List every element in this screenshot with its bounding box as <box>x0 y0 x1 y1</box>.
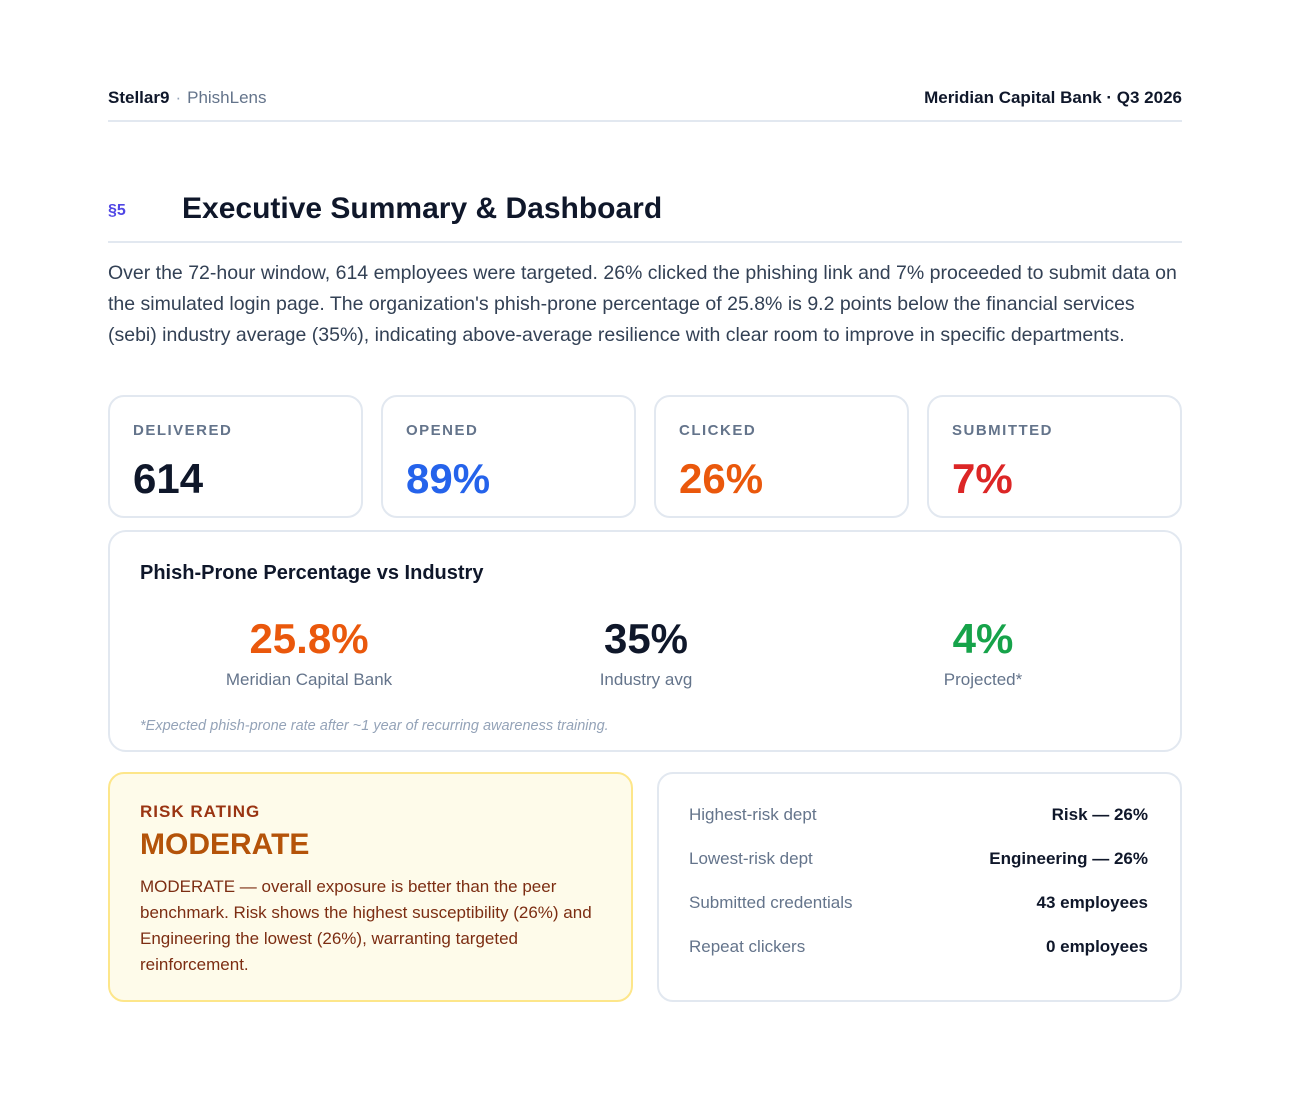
metric-value: 25.8% <box>249 615 369 662</box>
stat-value: 43 employees <box>1036 893 1148 912</box>
product-name: PhishLens <box>187 88 267 107</box>
stat-label: Repeat clickers <box>689 937 806 956</box>
comparison-title: Phish-Prone Percentage vs Industry <box>140 562 484 584</box>
risk-rating-value: MODERATE <box>140 828 310 861</box>
kpi-card-delivered <box>108 395 363 518</box>
stat-label: Highest-risk dept <box>689 805 817 824</box>
metric-label: Meridian Capital Bank <box>225 670 393 689</box>
section-number: §5 <box>108 202 126 219</box>
kpi-label: SUBMITTED <box>952 422 1053 439</box>
kpi-card-opened <box>381 395 636 518</box>
report-header <box>108 86 1182 122</box>
stat-row-lowest-risk <box>689 849 1148 873</box>
metric-label: Industry avg <box>599 670 693 689</box>
kpi-label: CLICKED <box>679 422 757 439</box>
kpi-value: 614 <box>133 455 204 502</box>
risk-rating-description: MODERATE — overall exposure is better than the peer benchmark. Risk shows the highest susceptibility (26%) and Engineering the lowest (26%), warranting targeted reinforcement. <box>140 877 592 974</box>
stat-label: Submitted credentials <box>689 893 853 912</box>
stat-value: Risk — 26% <box>1051 805 1148 824</box>
stat-value: Engineering — 26% <box>989 849 1148 868</box>
kpi-value: 7% <box>952 455 1013 502</box>
kpi-card-submitted <box>927 395 1182 518</box>
risk-rating-label: RISK RATING <box>140 802 261 821</box>
client-period: Meridian Capital Bank · Q3 2026 <box>924 88 1182 107</box>
stat-value: 0 employees <box>1045 937 1148 956</box>
metric-industry <box>496 614 796 690</box>
metric-projected <box>833 614 1133 690</box>
kpi-label: OPENED <box>406 422 479 439</box>
kpi-value: 89% <box>406 455 491 502</box>
brand-separator: · <box>175 88 182 107</box>
brand-name: Stellar9 <box>108 88 170 107</box>
kpi-label: DELIVERED <box>133 422 233 439</box>
kpi-card-clicked <box>654 395 909 518</box>
comparison-footnote: *Expected phish-prone rate after ~1 year of recurring awareness training. <box>140 718 609 734</box>
stat-row-repeat-clickers <box>689 937 1148 961</box>
stat-label: Lowest-risk dept <box>689 849 813 868</box>
metric-value: 35% <box>603 615 689 662</box>
summary-paragraph: Over the 72-hour window, 614 employees were targeted. 26% clicked the phishing link and 7% proceeded to submit data on the simulated login page. The organization's phish-prone percentage of 25.8% is 9.2 points below the financial services (sebi) industry average (35%), indicating above-average resilience with clear room to improve in specific departments. <box>108 262 1177 346</box>
phish-prone-comparison-card <box>108 530 1182 752</box>
metric-value: 4% <box>952 615 1014 662</box>
key-stats-card <box>657 772 1182 1002</box>
kpi-row <box>108 395 1182 518</box>
metric-label: Projected* <box>943 670 1023 689</box>
brand <box>108 88 267 108</box>
stat-row-highest-risk <box>689 805 1148 829</box>
stat-row-submitted-credentials <box>689 893 1148 917</box>
section-title: Executive Summary & Dashboard <box>182 192 663 225</box>
section-header <box>108 192 1182 243</box>
metric-organization <box>159 614 459 690</box>
kpi-value: 26% <box>679 455 764 502</box>
risk-rating-card <box>108 772 633 1002</box>
